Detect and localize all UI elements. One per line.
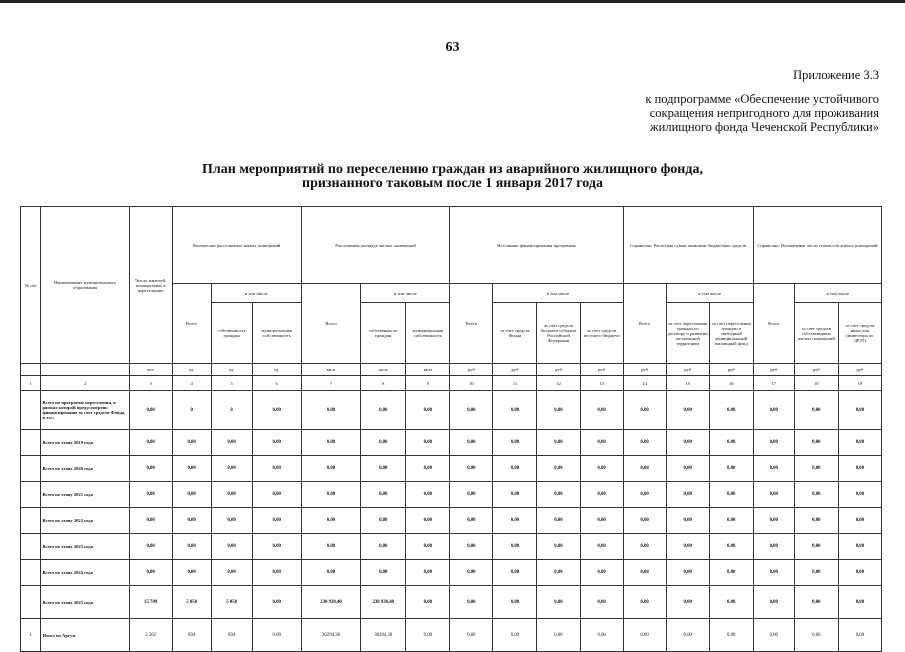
table-cell: 0,00 xyxy=(666,508,709,534)
header-total: Всего xyxy=(450,284,493,364)
table-cell: 0,00 xyxy=(753,534,794,560)
header-citizens-owned: собственность граждан xyxy=(361,303,406,364)
table-row xyxy=(21,586,882,619)
table-cell: 0,00 xyxy=(753,619,794,652)
table-cell: 230 938,40 xyxy=(301,586,360,619)
table-row xyxy=(21,619,882,652)
header-persons: Число жителей, планируемых к переселению xyxy=(129,207,172,364)
table-cell: 0,00 xyxy=(301,508,360,534)
table-cell: 0,00 xyxy=(666,560,709,586)
table-cell: 0,00 xyxy=(838,534,881,560)
table-cell: 0,00 xyxy=(493,456,537,482)
table-cell: 0,00 xyxy=(252,508,301,534)
table-cell: 0,00 xyxy=(361,534,406,560)
table-cell: 0,00 xyxy=(361,482,406,508)
row-label: Всего по этапу 2020 года xyxy=(41,456,129,482)
column-numbers-row xyxy=(21,376,882,391)
table-row xyxy=(21,534,882,560)
table-cell: 0,00 xyxy=(753,508,794,534)
table-row xyxy=(21,508,882,534)
resettlement-plan-table xyxy=(20,206,882,652)
table-cell: 0,00 xyxy=(406,586,450,619)
appendix-line: жилищного фонда Чеченской Республики» xyxy=(650,120,879,134)
table-cell: 5 050 xyxy=(211,586,252,619)
table-cell: 0,00 xyxy=(794,534,838,560)
row-label: Всего по этапу 2024 года xyxy=(41,560,129,586)
table-cell: 0,00 xyxy=(252,482,301,508)
unit-cell: руб xyxy=(709,364,753,376)
unit-cell: кв.м xyxy=(406,364,450,376)
table-cell: 2 262 xyxy=(129,619,172,652)
header-incl: в том числе xyxy=(211,284,301,303)
row-label: Всего по этапу 2023 года xyxy=(41,534,129,560)
table-cell: 0,00 xyxy=(623,430,666,456)
table-cell: 0,00 xyxy=(361,508,406,534)
col-number: 11 xyxy=(493,376,537,391)
table-cell: 0 xyxy=(172,391,211,430)
unit-cell: чел. xyxy=(129,364,172,376)
table-cell: 0,00 xyxy=(252,534,301,560)
unit-cell: руб xyxy=(838,364,881,376)
table-cell: 0,00 xyxy=(537,391,580,430)
table-cell: 0,00 xyxy=(211,508,252,534)
table-cell: 0,00 xyxy=(406,560,450,586)
table-cell: 0,00 xyxy=(838,560,881,586)
table-cell: 0,00 xyxy=(450,534,493,560)
table-cell: 0,00 xyxy=(666,619,709,652)
row-label: Всего по этапу 2021 года xyxy=(41,482,129,508)
table-cell: 0,00 xyxy=(450,456,493,482)
table-row xyxy=(21,482,882,508)
table-cell: 0,00 xyxy=(537,482,580,508)
table-cell: 0,00 xyxy=(666,456,709,482)
table-cell: 0,00 xyxy=(838,456,881,482)
row-number xyxy=(21,586,41,619)
table-cell: 0,00 xyxy=(252,456,301,482)
header-num: № п/п xyxy=(21,207,41,364)
table-cell: 0,00 xyxy=(493,534,537,560)
col-number: 15 xyxy=(666,376,709,391)
col-number: 17 xyxy=(753,376,794,391)
table-cell: 0,00 xyxy=(580,508,623,534)
table-cell: 0,00 xyxy=(623,586,666,619)
appendix-title: Приложение 3.3 xyxy=(793,68,879,82)
unit-cell: руб xyxy=(580,364,623,376)
col-number: 16 xyxy=(709,376,753,391)
table-cell: 0,00 xyxy=(493,586,537,619)
header-investor-funds: за счет средств иных лиц (инвестора по ДРЗТ) xyxy=(838,303,881,364)
table-cell: 0,00 xyxy=(493,560,537,586)
table-cell: 0,00 xyxy=(211,482,252,508)
col-number: 12 xyxy=(537,376,580,391)
table-cell: 0,00 xyxy=(129,391,172,430)
header-municipal-owned: муниципальная собственность xyxy=(406,303,450,364)
table-cell: 0,00 xyxy=(129,560,172,586)
header-incl: в том числе xyxy=(666,284,753,303)
unit-cell: руб xyxy=(794,364,838,376)
table-cell: 0,00 xyxy=(129,430,172,456)
document-title-line: План мероприятий по переселению граждан из аварийного жилищного фонда, xyxy=(202,162,703,177)
table-cell: 0,00 xyxy=(580,430,623,456)
table-cell: 0,00 xyxy=(252,430,301,456)
table-cell: 0,00 xyxy=(753,560,794,586)
table-cell: 0,00 xyxy=(709,534,753,560)
table-cell: 0,00 xyxy=(301,391,360,430)
table-cell: 0,00 xyxy=(794,560,838,586)
col-number: 1 xyxy=(21,376,41,391)
col-number: 13 xyxy=(580,376,623,391)
header-group-count: Количество расселяемых жилых помещений xyxy=(172,207,301,284)
table-cell: 0,00 xyxy=(450,482,493,508)
unit-cell: ед. xyxy=(172,364,211,376)
table-cell: 0,00 xyxy=(709,586,753,619)
table-cell: 0,00 xyxy=(172,430,211,456)
document-title xyxy=(0,163,905,191)
table-cell: 0,00 xyxy=(252,560,301,586)
table-cell: 0,00 xyxy=(406,619,450,652)
row-label: Всего по этапу 2022 года xyxy=(41,508,129,534)
table-body xyxy=(21,391,882,652)
table-cell: 0,00 xyxy=(129,508,172,534)
col-number: 9 xyxy=(406,376,450,391)
table-cell: 0,00 xyxy=(252,586,301,619)
table-cell: 0,00 xyxy=(709,560,753,586)
table-cell: 0,00 xyxy=(838,430,881,456)
unit-cell: ед. xyxy=(252,364,301,376)
row-number xyxy=(21,534,41,560)
table-cell: 0,00 xyxy=(361,456,406,482)
table-cell: 0,00 xyxy=(794,508,838,534)
table-cell: 0,00 xyxy=(493,430,537,456)
unit-cell: руб xyxy=(623,364,666,376)
header-total: Всего xyxy=(172,284,211,364)
col-number: 3 xyxy=(129,376,172,391)
col-number: 7 xyxy=(301,376,360,391)
table-cell: 0,00 xyxy=(493,391,537,430)
row-label: Всего по программе переселения, в рамках которой предусмотрено финансирование за счет средств Фонда, в т.ч.: xyxy=(41,391,129,430)
table-cell: 0,00 xyxy=(580,619,623,652)
table-cell: 0,00 xyxy=(211,560,252,586)
table-cell: 0,00 xyxy=(838,619,881,652)
units-row xyxy=(21,364,882,376)
table-cell: 0,00 xyxy=(580,482,623,508)
table-cell: 694 xyxy=(172,619,211,652)
row-number xyxy=(21,430,41,456)
page-top-border xyxy=(0,0,905,3)
col-number: 8 xyxy=(361,376,406,391)
header-subject-budget: за счет средств бюджета субъекта Российской Федерации xyxy=(537,303,580,364)
table-cell: 0,00 xyxy=(794,430,838,456)
table-cell: 0,00 xyxy=(753,456,794,482)
table-cell: 0,00 xyxy=(493,508,537,534)
appendix-line: сокращения непригодного для проживания xyxy=(649,106,879,120)
col-number: 14 xyxy=(623,376,666,391)
row-number xyxy=(21,391,41,430)
table-cell: 0,00 xyxy=(252,391,301,430)
unit-cell: руб xyxy=(537,364,580,376)
unit-cell: руб xyxy=(450,364,493,376)
table-cell: 0,00 xyxy=(838,508,881,534)
row-number xyxy=(21,560,41,586)
table-cell: 0,00 xyxy=(623,482,666,508)
table-cell: 0,00 xyxy=(252,619,301,652)
table-cell: 0,00 xyxy=(794,482,838,508)
header-free-fund-resettlement: за счет переселения граждан в свободный муниципальный жилищный фонд xyxy=(709,303,753,364)
unit-cell: кв.м xyxy=(361,364,406,376)
table-cell: 0,00 xyxy=(623,391,666,430)
table-cell: 0,00 xyxy=(709,508,753,534)
table-cell: 0,00 xyxy=(623,560,666,586)
table-cell: 0,00 xyxy=(211,456,252,482)
table-cell: 0,00 xyxy=(172,534,211,560)
row-label: Всего по этапу 2025 года xyxy=(41,586,129,619)
table-row xyxy=(21,456,882,482)
table-cell: 0,00 xyxy=(794,619,838,652)
table-cell: 0,00 xyxy=(753,586,794,619)
header-owners-funds: за счет средств собственников жилых помещений xyxy=(794,303,838,364)
unit-cell: руб xyxy=(753,364,794,376)
table-cell: 0,00 xyxy=(406,482,450,508)
table-cell: 0 xyxy=(211,391,252,430)
table-cell: 0,00 xyxy=(301,534,360,560)
table-cell: 0,00 xyxy=(406,391,450,430)
table-cell: 0,00 xyxy=(753,430,794,456)
header-total: Всего xyxy=(623,284,666,364)
row-number xyxy=(21,456,41,482)
table-cell: 0,00 xyxy=(623,619,666,652)
table-cell: 0,00 xyxy=(406,534,450,560)
table-cell: 0,00 xyxy=(623,508,666,534)
table-cell: 15 709 xyxy=(129,586,172,619)
table-cell: 30294,30 xyxy=(301,619,360,652)
row-number xyxy=(21,508,41,534)
header-municipality: Наименование муниципального образования xyxy=(41,207,129,364)
table-cell: 0,00 xyxy=(623,456,666,482)
table-cell: 0,00 xyxy=(129,456,172,482)
header-total: Всего xyxy=(301,284,360,364)
col-number: 10 xyxy=(450,376,493,391)
header-group-sources: Источники финансирования программы xyxy=(450,207,623,284)
table-cell: 0,00 xyxy=(709,391,753,430)
table-cell: 0,00 xyxy=(361,391,406,430)
table-cell: 0,00 xyxy=(580,456,623,482)
table-cell: 0,00 xyxy=(666,586,709,619)
table-cell: 0,00 xyxy=(537,430,580,456)
table-cell: 0,00 xyxy=(580,586,623,619)
table-cell: 0,00 xyxy=(537,586,580,619)
row-label: Итого по Аргун xyxy=(41,619,129,652)
table-row xyxy=(21,391,882,430)
unit-cell: руб xyxy=(666,364,709,376)
header-incl: в том числе xyxy=(361,284,450,303)
table-cell: 0,00 xyxy=(537,508,580,534)
table-cell: 0,00 xyxy=(211,534,252,560)
header-contract-resettlement: за счет переселения граждан по договору о развитии застроенной территории xyxy=(666,303,709,364)
table-cell: 0,00 xyxy=(129,482,172,508)
table-cell: 0,00 xyxy=(450,391,493,430)
table-cell: 0,00 xyxy=(580,560,623,586)
table-cell: 0,00 xyxy=(301,456,360,482)
table-cell: 0,00 xyxy=(406,456,450,482)
table-cell: 5 050 xyxy=(172,586,211,619)
table-cell: 0,00 xyxy=(450,430,493,456)
table-cell: 0,00 xyxy=(493,619,537,652)
table-cell: 0,00 xyxy=(794,391,838,430)
col-number: 6 xyxy=(252,376,301,391)
table-row xyxy=(21,430,882,456)
table-cell: 0,00 xyxy=(838,482,881,508)
row-number xyxy=(21,482,41,508)
table-cell: 0,00 xyxy=(172,482,211,508)
table-cell: 0,00 xyxy=(450,560,493,586)
table-cell: 0,00 xyxy=(537,560,580,586)
col-number: 5 xyxy=(211,376,252,391)
table-cell: 0,00 xyxy=(838,391,881,430)
header-incl: в том числе xyxy=(493,284,623,303)
table-cell: 0,00 xyxy=(361,430,406,456)
unit-cell: кв.м xyxy=(301,364,360,376)
table-cell: 0,00 xyxy=(709,430,753,456)
table-cell: 0,00 xyxy=(794,586,838,619)
row-label: Всего по этапу 2019 года xyxy=(41,430,129,456)
header-incl: в том числе xyxy=(794,284,881,303)
table-cell: 0,00 xyxy=(794,456,838,482)
header-total: Всего xyxy=(753,284,794,364)
table-cell: 0,00 xyxy=(666,482,709,508)
col-number: 4 xyxy=(172,376,211,391)
table-cell: 0,00 xyxy=(537,456,580,482)
table-cell: 0,00 xyxy=(666,430,709,456)
unit-cell: руб xyxy=(493,364,537,376)
document-title-line: признанного таковым после 1 января 2017 года xyxy=(302,176,603,191)
table-cell: 0,00 xyxy=(709,482,753,508)
table-cell: 0,00 xyxy=(450,586,493,619)
table-cell: 0,00 xyxy=(709,619,753,652)
table-cell: 0,00 xyxy=(623,534,666,560)
header-fund-source: за счет средств Фонда xyxy=(493,303,537,364)
table-cell: 0,00 xyxy=(537,619,580,652)
table-cell: 0,00 xyxy=(301,482,360,508)
header-group-compensation: Справочно: Возмещение части стоимости жилых помещений xyxy=(753,207,881,284)
table-cell: 0,00 xyxy=(666,534,709,560)
table-cell: 694 xyxy=(211,619,252,652)
table-cell: 0,00 xyxy=(450,619,493,652)
unit-cell: ед. xyxy=(211,364,252,376)
header-local-budget: за счет средств местного бюджета xyxy=(580,303,623,364)
header-citizens-owned: собственность граждан xyxy=(211,303,252,364)
table-cell: 0,00 xyxy=(493,482,537,508)
table-cell: 0,00 xyxy=(361,560,406,586)
table-cell: 0,00 xyxy=(172,508,211,534)
header-group-area: Расселяемая площадь жилых помещений xyxy=(301,207,450,284)
table-cell: 0,00 xyxy=(211,430,252,456)
page-number: 63 xyxy=(445,40,460,55)
table-cell: 30294,30 xyxy=(361,619,406,652)
table-cell: 0,00 xyxy=(301,560,360,586)
table-cell: 0,00 xyxy=(580,534,623,560)
table-row xyxy=(21,560,882,586)
table-cell: 0,00 xyxy=(450,508,493,534)
col-number: 19 xyxy=(838,376,881,391)
table-cell: 230 938,40 xyxy=(361,586,406,619)
appendix-block xyxy=(519,68,879,134)
table-cell: 0,00 xyxy=(838,586,881,619)
table-cell: 0,00 xyxy=(129,534,172,560)
table-cell: 0,00 xyxy=(172,456,211,482)
header-group-savings: Справочно: Расчетная сумма экономии бюджетных средств xyxy=(623,207,753,284)
table-cell: 0,00 xyxy=(753,482,794,508)
header-municipal-owned: муниципальная собственность xyxy=(252,303,301,364)
table-cell: 0,00 xyxy=(537,534,580,560)
table-cell: 0,00 xyxy=(580,391,623,430)
table-cell: 0,00 xyxy=(666,391,709,430)
appendix-line: к подпрограмме «Обеспечение устойчивого xyxy=(645,92,879,106)
row-number: 1 xyxy=(21,619,41,652)
table-cell: 0,00 xyxy=(301,430,360,456)
col-number: 2 xyxy=(41,376,129,391)
table-cell: 0,00 xyxy=(406,430,450,456)
table-cell: 0,00 xyxy=(709,456,753,482)
table-cell: 0,00 xyxy=(406,508,450,534)
table-cell: 0,00 xyxy=(753,391,794,430)
col-number: 18 xyxy=(794,376,838,391)
table-cell: 0,00 xyxy=(172,560,211,586)
